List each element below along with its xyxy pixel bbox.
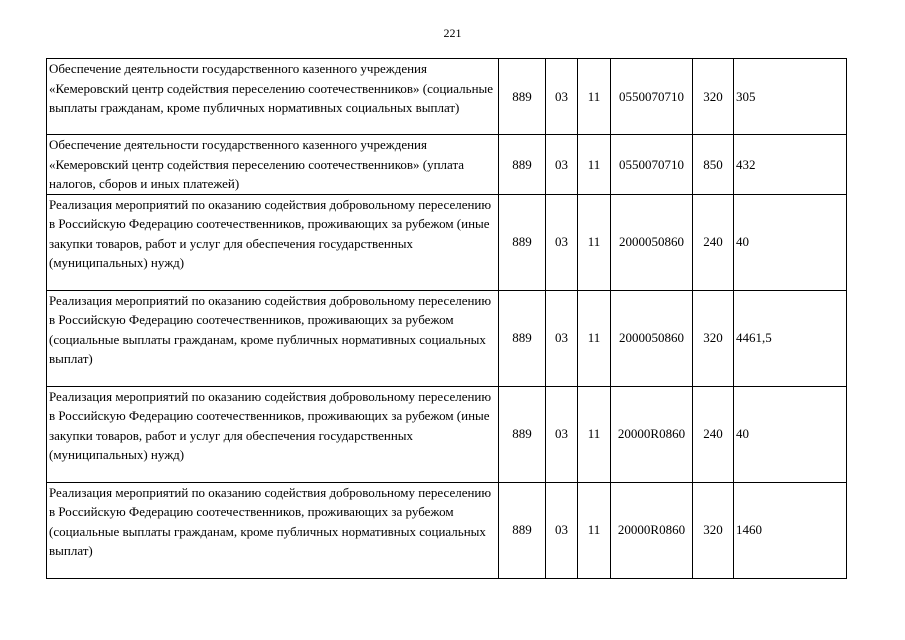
subsection-code: 11 [578, 482, 611, 578]
row-description: Реализация мероприятий по оказанию содействия добровольному переселению в Российскую Федерацию соотечественников, проживающих за рубежом (социальные выплаты гражданам, кроме публичных нормативных социальных выплат) [47, 290, 499, 386]
table-row [47, 135, 847, 195]
section-code: 03 [546, 135, 578, 195]
amount: 1460 [734, 482, 847, 578]
expense-type-code: 320 [693, 290, 734, 386]
table-row [47, 386, 847, 482]
table-row [47, 290, 847, 386]
target-article-code: 2000050860 [611, 194, 693, 290]
table-row [47, 482, 847, 578]
amount: 432 [734, 135, 847, 195]
expense-type-code: 240 [693, 194, 734, 290]
target-article-code: 0550070710 [611, 135, 693, 195]
amount: 305 [734, 59, 847, 135]
ministry-code: 889 [499, 135, 546, 195]
expense-type-code: 240 [693, 386, 734, 482]
subsection-code: 11 [578, 194, 611, 290]
row-description: Обеспечение деятельности государственного казенного учреждения «Кемеровский центр содействия переселению соотечественников» (уплата налогов, сборов и иных платежей) [47, 135, 499, 195]
section-code: 03 [546, 386, 578, 482]
row-description: Обеспечение деятельности государственного казенного учреждения «Кемеровский центр содействия переселению соотечественников» (социальные выплаты гражданам, кроме публичных нормативных социальных выплат) [47, 59, 499, 135]
page-number: 221 [443, 26, 462, 40]
expense-type-code: 850 [693, 135, 734, 195]
row-description: Реализация мероприятий по оказанию содействия добровольному переселению в Российскую Федерацию соотечественников, проживающих за рубежом (иные закупки товаров, работ и услуг для обеспечения государственных (муниципальных) нужд) [47, 386, 499, 482]
section-code: 03 [546, 59, 578, 135]
row-description: Реализация мероприятий по оказанию содействия добровольному переселению в Российскую Федерацию соотечественников, проживающих за рубежом (социальные выплаты гражданам, кроме публичных нормативных социальных выплат) [47, 482, 499, 578]
section-code: 03 [546, 194, 578, 290]
target-article-code: 2000050860 [611, 290, 693, 386]
target-article-code: 20000R0860 [611, 482, 693, 578]
ministry-code: 889 [499, 386, 546, 482]
ministry-code: 889 [499, 290, 546, 386]
budget-table [46, 58, 847, 579]
row-description: Реализация мероприятий по оказанию содействия добровольному переселению в Российскую Федерацию соотечественников, проживающих за рубежом (иные закупки товаров, работ и услуг для обеспечения государственных (муниципальных) нужд) [47, 194, 499, 290]
ministry-code: 889 [499, 194, 546, 290]
subsection-code: 11 [578, 59, 611, 135]
section-code: 03 [546, 482, 578, 578]
table-row [47, 59, 847, 135]
section-code: 03 [546, 290, 578, 386]
expense-type-code: 320 [693, 59, 734, 135]
subsection-code: 11 [578, 290, 611, 386]
target-article-code: 0550070710 [611, 59, 693, 135]
ministry-code: 889 [499, 482, 546, 578]
subsection-code: 11 [578, 386, 611, 482]
table-row [47, 194, 847, 290]
target-article-code: 20000R0860 [611, 386, 693, 482]
ministry-code: 889 [499, 59, 546, 135]
amount: 40 [734, 386, 847, 482]
expense-type-code: 320 [693, 482, 734, 578]
subsection-code: 11 [578, 135, 611, 195]
amount: 4461,5 [734, 290, 847, 386]
amount: 40 [734, 194, 847, 290]
